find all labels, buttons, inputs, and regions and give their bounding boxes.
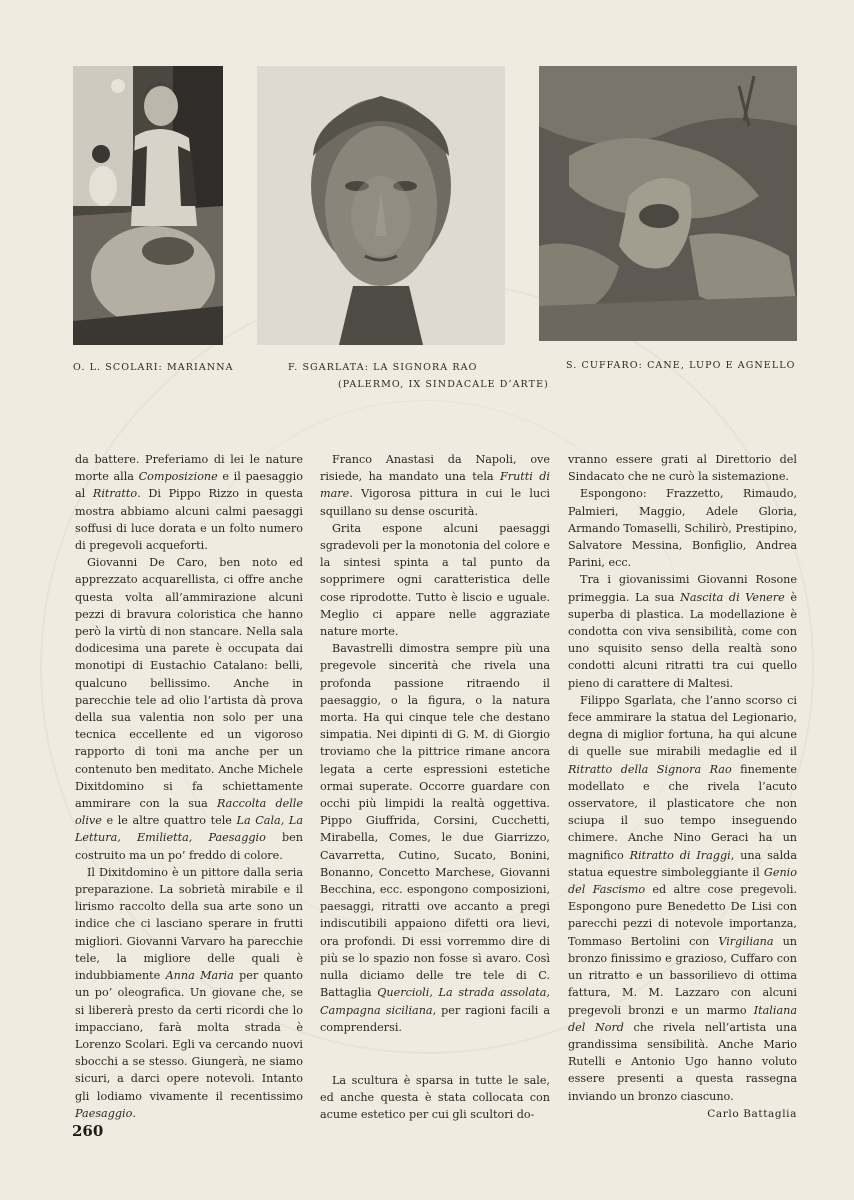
photo-sgarlata-signora-rao bbox=[257, 66, 505, 345]
paragraph: da battere. Preferiamo di lei le nature morte alla Composizione e il paesaggio al Ritratto. Di Pippo Rizzo in questa mostra abbiamo alcuni calmi paesaggi soffusi di luce dorata e un folto numero di pregevoli acqueforti. bbox=[75, 453, 303, 553]
sculpture-head-image bbox=[257, 66, 505, 345]
painting-marianna-image bbox=[73, 66, 223, 345]
paragraph: Bavastrelli dimostra sempre più una pregevole sincerità che rivela una profonda passione ritraendo il paesaggio, o la figura, o la natura morta. Ha qui cinque tele che destano simpatia. Nei dipinti di G. M. di Giorgio troviamo che la pittrice rimane ancora legata a certe espressioni estetiche ormai superate. Occorre guardare con occhi più limpidi la realtà oggettiva. Pippo Giuffrida, Corsini, Cucchetti, Mirabella, Comes, le due Giarrizzo, Cavarretta, Cutino, Sucato, Bonini, Bonanno, Concetto Marchese, Giovanni Becchina, ecc. espongono composizioni, paesaggi, ritratti ove accanto a pregi indiscutibili appaiono difetti ora lievi, ora profondi. Di essi vorremmo dire di più se lo spazio non fosse sì avaro. Così nulla diciamo delle tre tele di C. Battaglia Quercioli, La strada assolata, Campagna siciliana, per ragioni facili a comprendersi. bbox=[320, 642, 550, 1034]
caption-figure-2-line2: (PALERMO, IX SINDACALE D’ARTE) bbox=[338, 379, 549, 390]
paragraph: Il Dixitdomino è un pittore dalla seria preparazione. La sobrietà mirabile e il lirismo raccolto della sua arte sono un indice che ci lasciano sperare in frutti migliori. Giovanni Varvaro ha parecchie tele, la migliore delle quali è indubbiamente Anna Maria per quanto un po’ oleografica. Un giovane che, se si libererà presto da certi ricordi che lo impacciano, farà molta strada è Lorenzo Scolari. Egli va cercando nuovi sbocchi a se stesso. Giungerà, ne siamo sicuri, a darci opere notevoli. Intanto gli lodiamo vivamente il recentissimo Paesaggio. bbox=[75, 865, 304, 1120]
paragraph: vranno essere grati al Direttorio del Sindacato che ne curò la sistemazione. bbox=[568, 453, 797, 484]
paragraph: Tra i giovanissimi Giovanni Rosone primeggia. La sua Nascita di Venere è superba di plastica. La modellazione è condotta con viva sensibilità, come con uno squisito senso della realtà sono condotti alcuni ritratti tra cui quello pieno di carattere di Maltesi. bbox=[568, 573, 798, 690]
text-column-2 bbox=[320, 451, 550, 1124]
author-signature: Carlo Battaglia bbox=[707, 1107, 797, 1120]
page-number: 260 bbox=[72, 1122, 104, 1140]
paragraph: Espongono: Frazzetto, Rimaudo, Palmieri, Maggio, Adele Gloria, Armando Tomaselli, Schilirò, Prestipino, Salvatore Messina, Bonfiglio, Andrea Parini, ecc. bbox=[568, 487, 797, 570]
text-column-1 bbox=[75, 451, 303, 1122]
caption-figure-2-line1: F. SGARLATA: LA SIGNORA RAO bbox=[288, 362, 478, 373]
photo-cuffaro-cane-lupo-agnello bbox=[539, 66, 797, 341]
paragraph: Giovanni De Caro, ben noto ed apprezzato acquarellista, ci offre anche questa volta all’ammirazione alcuni pezzi di bravura coloristica che hanno però la virtù di non stancare. Nella sala dodicesima una parete è occupata dai monotipi di Eustachio Catalano: belli, qualcuno bellissimo. Anche in parecchie tele ad olio l’artista dà prova della sua valentia non solo per una tecnica eccellente ed un vigoroso rapporto di toni ma anche per un contenuto ben meditato. Anche Michele Dixitdomino si fa schiettamente ammirare con la sua Raccolta delle olive e le altre quattro tele La Cala, La Lettura, Emilietta, Paesaggio ben costruito ma un po’ freddo di colore. bbox=[75, 556, 303, 862]
section-gap bbox=[320, 1036, 550, 1072]
caption-figure-1: O. L. SCOLARI: MARIANNA bbox=[73, 362, 234, 373]
paragraph: La scultura è sparsa in tutte le sale, ed anche questa è stata collocata con acume estetico per cui gli scultori do- bbox=[320, 1073, 550, 1122]
caption-figure-3: S. CUFFARO: CANE, LUPO E AGNELLO bbox=[566, 360, 796, 371]
relief-animals-image bbox=[539, 66, 797, 341]
paragraph: Filippo Sgarlata, che l’anno scorso ci fece ammirare la statua del Legionario, degna di miglior fortuna, ha qui alcune di quelle sue mirabili medaglie ed il Ritratto della Signora Rao finemente modellato e che rivela l’acuto osservatore, il plasticatore che non sciupa il suo tempo inseguendo chimere. Anche Nino Geraci ha un magnifico Ritratto di Iraggi, una salda statua equestre simboleggiante il Genio del Fascismo ed altre cose pregevoli. Espongono pure Benedetto De Lisi con parecchi pezzi di notevole importanza, Tommaso Bertolini con Virgiliana un bronzo finissimo e grazioso, Cuffaro con un ritratto e un bassorilievo di ottima fattura, M. M. Lazzaro con alcuni pregevoli bronzi e un marmo Italiana del Nord che rivela nell’artista una grandissima sensibilità. Anche Mario Rutelli e Antonio Ugo hanno voluto essere presenti a questa rassegna inviando un bronzo ciascuno. bbox=[568, 693, 798, 1103]
text-column-3 bbox=[568, 451, 797, 1123]
paragraph: Grita espone alcuni paesaggi sgradevoli per la monotonia del colore e la sintesi spinta a tal punto da sopprimere ogni caratteristica delle cose riprodotte. Tutto è liscio e uguale. Meglio ci appare nelle aggraziate nature morte. bbox=[320, 521, 550, 639]
paragraph: Franco Anastasi da Napoli, ove risiede, ha mandato una tela Frutti di mare. Vigorosa pittura in cui le luci squillano su dense oscurità. bbox=[320, 453, 550, 518]
photo-scolari-marianna bbox=[73, 66, 223, 345]
caption-figure-2 bbox=[288, 359, 549, 393]
